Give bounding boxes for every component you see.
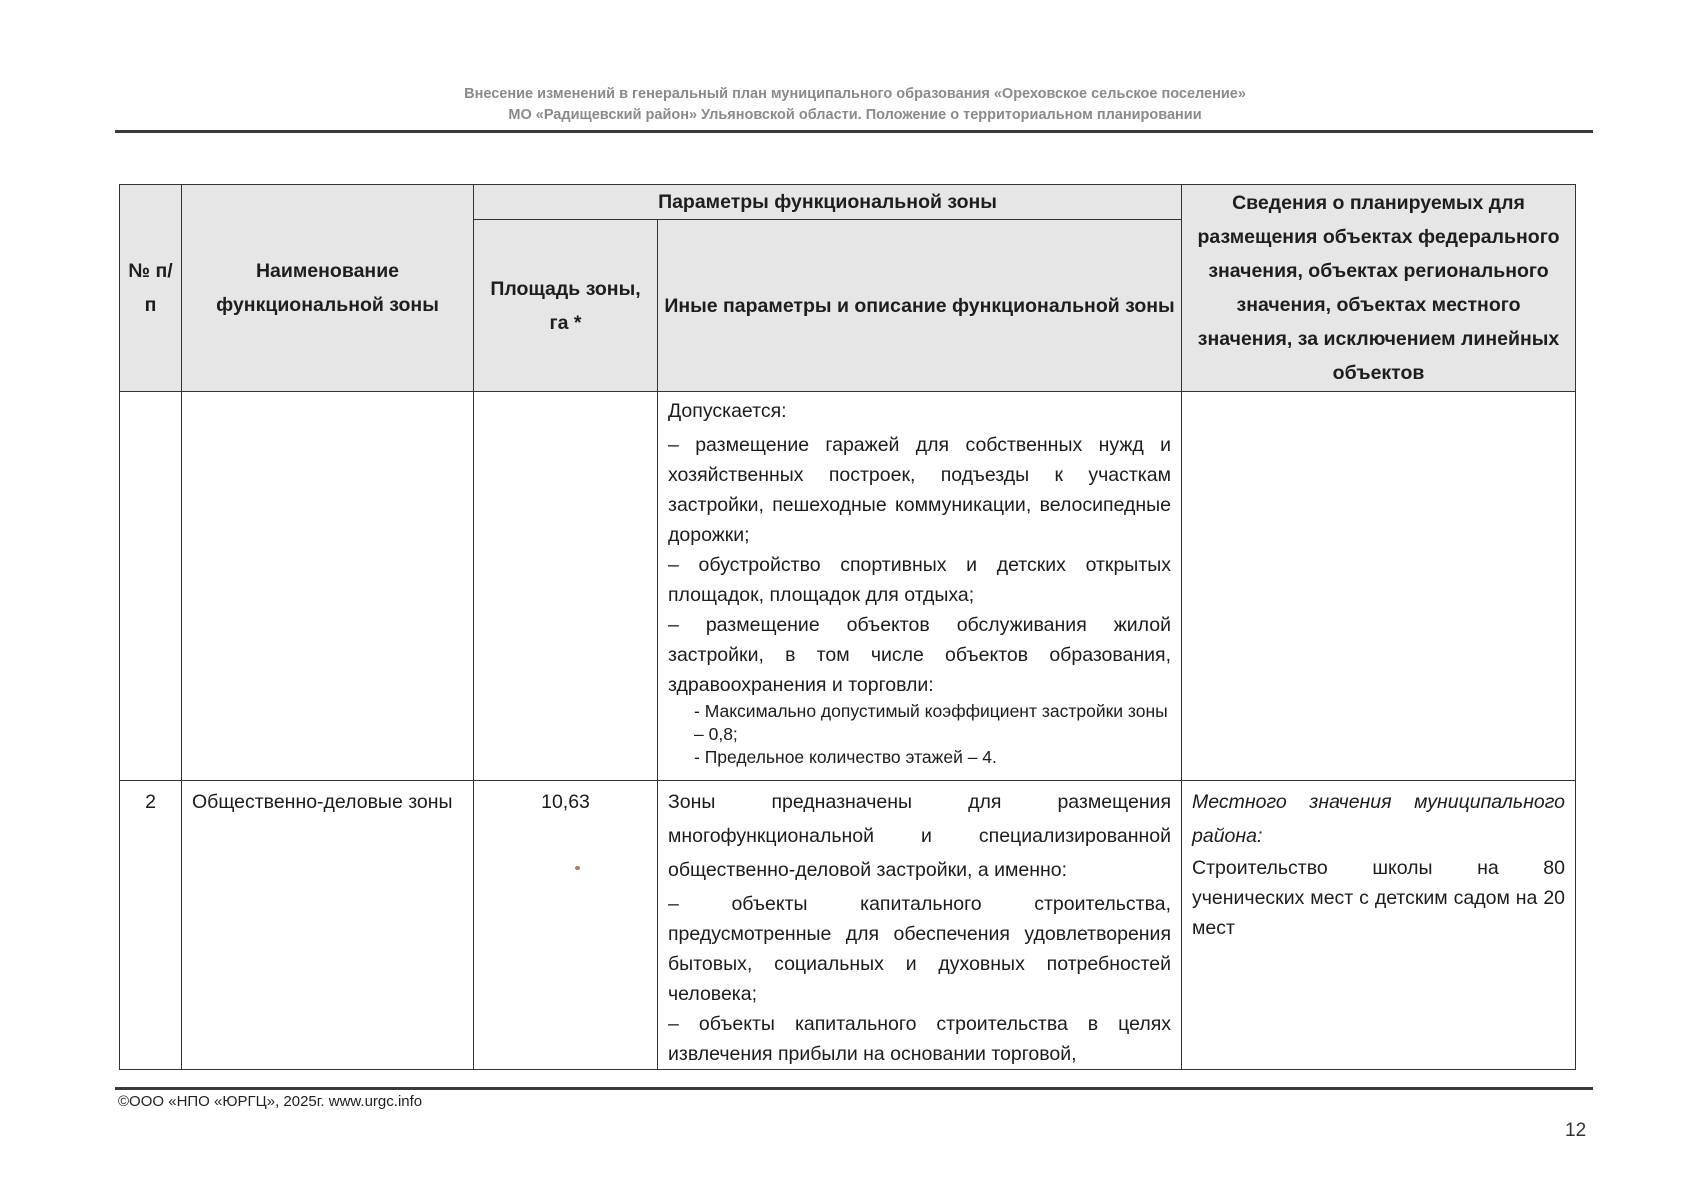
objects-text: Строительство школы на 80 ученических мест с детским садом на 20 мест: [1192, 857, 1566, 939]
row2-num: 2: [120, 781, 182, 1070]
row2-objects: [1182, 781, 1576, 1070]
footer-rule: [115, 1087, 1593, 1090]
param-floors: - Предельное количество этажей – 4.: [694, 747, 997, 767]
row1-name: [182, 392, 474, 781]
row1-area: [474, 392, 658, 781]
objects-label: Местного значения муниципального района:: [1192, 791, 1566, 847]
scan-ink-dot: [575, 866, 580, 870]
zone-item-capital-needs: – объекты капитального строительства, предусмотренные для обеспечения удовлетворения бытовых, социальных и духовных потребностей человека;: [668, 893, 1172, 1005]
functional-zones-table: [119, 184, 1576, 1070]
allowed-item-sports: – обустройство спортивных и детских открытых площадок, площадок для отдыха;: [668, 554, 1172, 606]
col-header-name: Наименование функциональной зоны: [182, 185, 474, 392]
allowed-item-services: – размещение объектов обслуживания жилой застройки, в том числе объектов образования, здравоохранения и торговли:: [668, 614, 1172, 696]
row2-name: Общественно-деловые зоны: [182, 781, 474, 1070]
document-header: [115, 84, 1595, 126]
row1-description: [658, 392, 1182, 781]
row1-num: [120, 392, 182, 781]
header-rule: [115, 130, 1593, 133]
allowed-item-garages: – размещение гаражей для собственных нужд и хозяйственных построек, подъезды к участкам застройки, пешеходные коммуникации, велосипедные дорожки;: [668, 434, 1172, 546]
col-header-other: Иные параметры и описание функциональной зоны: [658, 220, 1182, 392]
row2-area: 10,63: [474, 781, 658, 1070]
col-header-num: № п/п: [120, 185, 182, 392]
col-header-area: Площадь зоны, га *: [474, 220, 658, 392]
row1-objects: [1182, 392, 1576, 781]
col-header-objects: Сведения о планируемых для размещения объектах федерального значения, объектах регионального значения, объектах местного значения, за исключением линейных объектов: [1182, 185, 1576, 392]
col-header-params-group: Параметры функциональной зоны: [474, 185, 1182, 220]
table-row: [120, 392, 1576, 781]
page-number: 12: [1565, 1120, 1587, 1141]
param-coefficient: - Максимально допустимый коэффициент застройки зоны – 0,8;: [694, 701, 1168, 744]
row2-description: [658, 781, 1182, 1070]
table-row: [120, 781, 1576, 1070]
zone-intro: Зоны предназначены для размещения многофункциональной и специализированной общественно-деловой застройки, а именно:: [668, 791, 1172, 881]
allowed-label: Допускается:: [668, 400, 787, 422]
zone-item-capital-profit: – объекты капитального строительства в целях извлечения прибыли на основании торговой,: [668, 1013, 1172, 1065]
footer-copyright: ©ООО «НПО «ЮРГЦ», 2025г. www.urgc.info: [118, 1093, 423, 1110]
header-line-1: Внесение изменений в генеральный план муниципального образования «Ореховское сельское поселение»: [464, 86, 1246, 102]
header-line-2: МО «Радищевский район» Ульяновской области. Положение о территориальном планировании: [508, 107, 1202, 123]
